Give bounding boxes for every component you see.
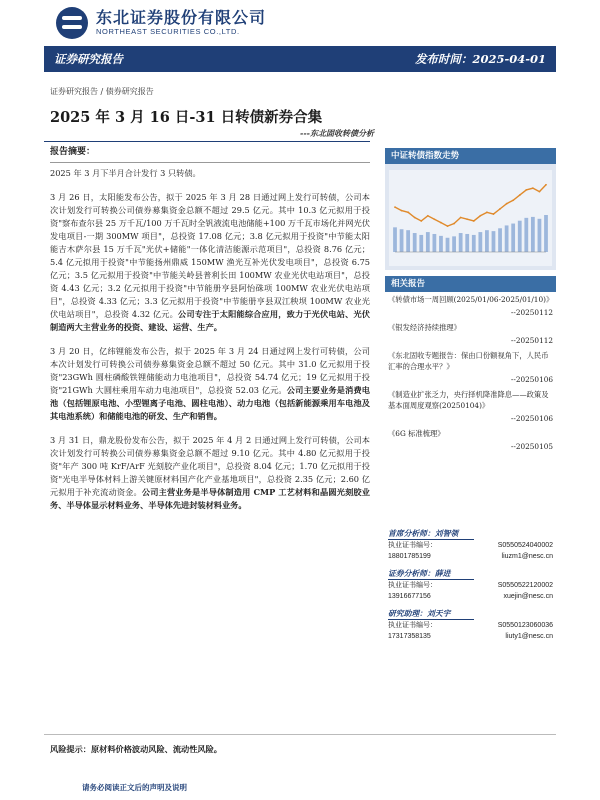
cert-label: 执业证书编号： <box>388 582 437 589</box>
chart-bar <box>511 224 515 252</box>
chart-point <box>401 210 403 212</box>
chart-point <box>519 194 521 196</box>
chart-point <box>512 199 514 201</box>
chart-point <box>506 203 508 205</box>
chart-point <box>427 215 429 217</box>
cert-number: S0550522120002 <box>497 582 553 589</box>
related-item[interactable]: 《制造业扩张乏力，央行择机降准降息——政策及基本面周度观察(20250104)》 <box>388 390 549 410</box>
analyst-role: 首席分析师：刘智领 <box>388 528 474 540</box>
report-banner <box>44 46 556 72</box>
chart-point <box>460 217 462 219</box>
chart-bar <box>459 233 463 252</box>
page-subtitle: ---东北固收转债分析 <box>300 128 374 138</box>
analyst-email[interactable]: liuty1@nesc.cn <box>505 633 553 640</box>
chart-bar <box>538 219 542 252</box>
related-item[interactable]: 《东北固收专题报告：保由口份额视角下，人民币汇率的合理水平？》 <box>388 351 549 371</box>
related-date: --20250112 <box>510 308 553 317</box>
bond-text-1: 3 月 26 日，太阳能发布公告，拟于 2025 年 3 月 28 日通过网上发行可转债，公司本次计划发行可转换公司债券募集资金总额不超过 29.5 亿元。其中 10.3 亿元拟用于投资"察布查尔县 25 万千瓦/100 万千瓦时全钒液流电池储能+100 万千瓦市场化并网光伏发电项目-一期 300MW 项目"，总投资 17.08 亿元；3.8 亿元拟用于投资"中节能太阳能吉木萨尔县 15 万千瓦"光伏+储能"一体化清洁能源示范项目"，总投资 8.76 亿元；5.4 亿元拟用于投资"中节能扬州鼎威 150MW 渔光互补光伏发电项目"，总投资 6.75 亿元；3.5 亿元拟用于投资"中节能关岭县普利长田 100MW 农业光伏电站项目"，总投资 4.43 亿元；3.2 亿元拟用于投资"中节能册亨县阿怡硃项 100MW 农业光伏电站项目"，总投资 4.33 亿元；3.3 亿元拟用于投资"中节能册亨县双江秧坝 100MW 农业光伏电站项目"，总投资 4.32 亿元。 <box>50 192 370 319</box>
risk-divider <box>44 734 556 735</box>
chart-point <box>486 211 488 213</box>
analyst-card <box>388 528 553 562</box>
chart-bar <box>518 221 522 252</box>
chart-bar <box>544 215 548 252</box>
risk-note: 风险提示：原材料价格波动风险、流动性风险。 <box>50 744 222 754</box>
chart-bar <box>433 234 437 252</box>
analyst-phone: 18801785199 <box>388 553 431 560</box>
chart-bar <box>465 234 469 252</box>
related-date: --20250106 <box>510 414 553 423</box>
chart-point <box>479 215 481 217</box>
cert-label: 执业证书编号： <box>388 542 437 549</box>
bond-note-3: 公司主营业务是半导体制造用 CMP 工艺材料和晶圆光刻胶业务、半导体显示材料业务、半导体先进封装材料业务。 <box>50 487 370 510</box>
bond-paragraph-1 <box>50 191 370 334</box>
chart-point <box>433 218 435 220</box>
related-item[interactable]: 《6G 标准梳理》 <box>388 429 445 438</box>
publish-date: 发布时间：2025-04-01 <box>414 52 546 66</box>
related-date: --20250112 <box>510 336 553 345</box>
chart-bar <box>478 232 482 252</box>
analyst-email[interactable]: xuejin@nesc.cn <box>503 593 553 600</box>
chart-bar <box>498 228 502 252</box>
bond-paragraph-3 <box>50 434 370 512</box>
cert-number: S0550524040002 <box>497 542 553 549</box>
chart-bar <box>439 236 443 252</box>
chart-point <box>539 191 541 193</box>
related-date: --20250105 <box>510 442 553 451</box>
related-item[interactable]: 《转债市场一周回顾(2025/01/06-2025/01/10)》 <box>388 295 554 304</box>
report-body <box>50 146 370 523</box>
breadcrumb: 证券研究报告 / 债券研究报告 <box>50 87 154 96</box>
chart-bar <box>400 229 404 252</box>
chart-point <box>532 187 534 189</box>
chart-bar <box>452 236 456 252</box>
logo-icon <box>56 7 88 39</box>
analyst-role: 证券分析师：薛进 <box>388 568 474 580</box>
chart-point <box>473 220 475 222</box>
chart-bar <box>485 230 489 252</box>
chart-point <box>453 223 455 225</box>
company-name-en: NORTHEAST SECURITIES CO.,LTD. <box>96 27 240 36</box>
title-divider <box>44 141 370 142</box>
chart-line <box>395 185 546 226</box>
chart-bar <box>492 231 496 252</box>
index-chart-panel <box>385 148 556 270</box>
related-item[interactable]: 《银发经济持续推理》 <box>388 323 461 332</box>
chart-point <box>420 220 422 222</box>
summary-divider <box>50 162 370 163</box>
analyst-role: 研究助理：刘天宇 <box>388 608 474 620</box>
bond-text-3: 3 月 31 日，鼎龙股份发布公告，拟于 2025 年 4 月 2 日通过网上发行可转债，公司本次计划发行可转换公司债券募集资金总额不超过 9.10 亿元。其中 4.80 亿元拟用于投资"年产 300 吨 KrF/ArF 光刻胶产业化项目"，总投资 8.04 亿元；1.70 亿元拟用于投资"光电半导体材料上游关键原材料国产化产业基地项目"，总投资 2.35 亿元；2.60 亿元拟用于补充流动资金。 <box>50 435 370 497</box>
chart-bar <box>505 225 509 252</box>
related-list <box>388 294 553 456</box>
bond-paragraph-2 <box>50 345 370 423</box>
index-chart-svg <box>389 170 552 266</box>
chart-bar <box>393 227 397 252</box>
cert-number: S0550123060036 <box>497 622 553 629</box>
analyst-phone: 17317358135 <box>388 633 431 640</box>
company-name-cn: 东北证券股份有限公司 <box>96 8 267 27</box>
footer-disclaimer: 请务必阅读正文后的声明及说明 <box>82 783 187 792</box>
bond-note-1: 公司专注于太阳能综合应用，致力于光伏电站、光伏制造两大主营业务的投资、建设、运营、生产。 <box>50 309 370 332</box>
chart-point <box>440 222 442 224</box>
chart-bar <box>426 232 430 252</box>
bond-text-2: 3 月 20 日，亿纬锂能发布公告，拟于 2025 年 3 月 24 日通过网上发行可转债，公司本次计划发行可转换公司债券募集资金总额不超过 50 亿元。其中 31.0 亿元拟用于投资"23GWh 圆柱磷酸铁锂储能动力电池项目"，总投资 54.74 亿元；19 亿元拟用于投资"21GWh 大圆柱乘用车动力电池项目"，总投资 52.03 亿元。 <box>50 346 370 395</box>
chart-point <box>407 211 409 213</box>
chart-point <box>447 225 449 227</box>
chart-point <box>493 213 495 215</box>
analyst-email[interactable]: liuzm1@nesc.cn <box>501 553 553 560</box>
analyst-card <box>388 568 553 602</box>
chart-bar <box>419 235 423 252</box>
chart-heading: 中证转债指数走势 <box>385 148 556 164</box>
related-heading: 相关报告 <box>385 276 556 292</box>
bond-note-2: 公司主要业务是消费电池（包括锂原电池、小型锂离子电池、圆柱电池）、动力电池（包括新能源乘用车电池及其电池系统）和储能电池的研发、生产和销售。 <box>50 385 370 421</box>
chart-point <box>545 184 547 186</box>
chart-bar <box>406 230 410 252</box>
analyst-phone: 13916677156 <box>388 593 431 600</box>
report-type: 证券研究报告 <box>54 52 123 66</box>
chart-point <box>466 218 468 220</box>
summary-heading: 报告摘要： <box>50 147 96 157</box>
chart-point <box>499 208 501 210</box>
page-title: 2025 年 3 月 16 日-31 日转债新券合集 <box>50 109 323 126</box>
company-logo <box>56 6 286 40</box>
chart-bar <box>524 218 528 252</box>
chart-point <box>394 206 396 208</box>
chart-bar <box>413 233 417 252</box>
related-date: --20250106 <box>510 375 553 384</box>
chart-bar <box>472 235 476 252</box>
chart-bar <box>446 238 450 252</box>
analyst-card <box>388 608 553 642</box>
index-chart <box>389 170 552 266</box>
chart-point <box>414 217 416 219</box>
chart-bar <box>531 217 535 252</box>
cert-label: 执业证书编号： <box>388 622 437 629</box>
chart-point <box>525 189 527 191</box>
summary-intro: 2025 年 3 月下半月合计发行 3 只转债。 <box>50 168 201 178</box>
